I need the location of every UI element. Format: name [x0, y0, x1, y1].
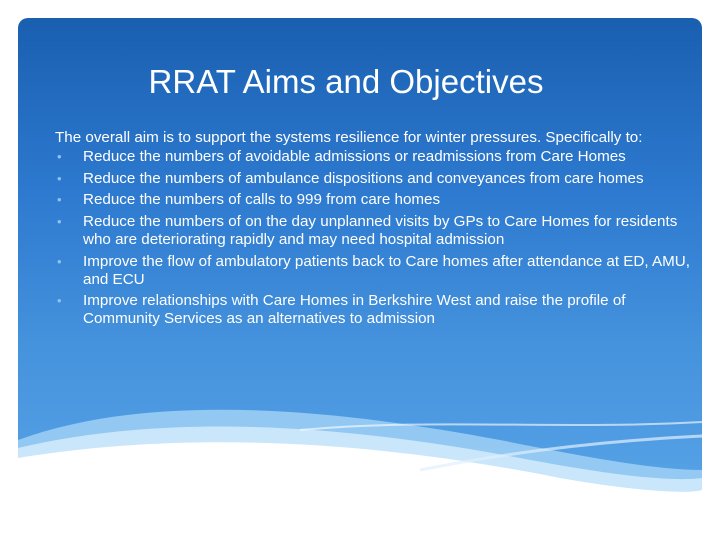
list-item-text: Improve relationships with Care Homes in Berkshire West and raise the profile of Community Services as an alternatives to admission — [83, 292, 626, 328]
slide-title: RRAT Aims and Objectives — [148, 63, 544, 100]
list-item-text: Improve the flow of ambulatory patients back to Care homes after attendance at ED, AMU, and ECU — [83, 252, 690, 288]
list-item-text: Reduce the numbers of avoidable admissions or readmissions from Care Homes — [83, 147, 626, 165]
list-item — [55, 292, 695, 328]
list-item-text: Reduce the numbers of on the day unplanned visits by GPs to Care Homes for residents who are deteriorating rapidly and may need hospital admission — [83, 213, 678, 248]
bullet-dot-icon: • — [57, 192, 62, 208]
list-item-text: Reduce the numbers of calls to 999 from care homes — [83, 191, 441, 209]
bullet-dot-icon: • — [57, 214, 62, 230]
bullet-dot-icon: • — [57, 148, 62, 164]
list-item — [55, 213, 695, 249]
objectives-list — [55, 148, 695, 328]
list-item — [55, 191, 695, 209]
slide-body — [55, 129, 695, 332]
list-item-text: Reduce the numbers of ambulance dispositions and conveyances from care homes — [83, 169, 644, 187]
bullet-dot-icon: • — [57, 293, 62, 309]
bullet-dot-icon: • — [57, 253, 62, 269]
bullet-dot-icon: • — [57, 170, 62, 186]
list-item — [55, 253, 695, 289]
list-item — [55, 148, 695, 166]
intro-text: The overall aim is to support the systems resilience for winter pressures. Specifically to: — [55, 129, 643, 146]
list-item — [55, 170, 695, 188]
